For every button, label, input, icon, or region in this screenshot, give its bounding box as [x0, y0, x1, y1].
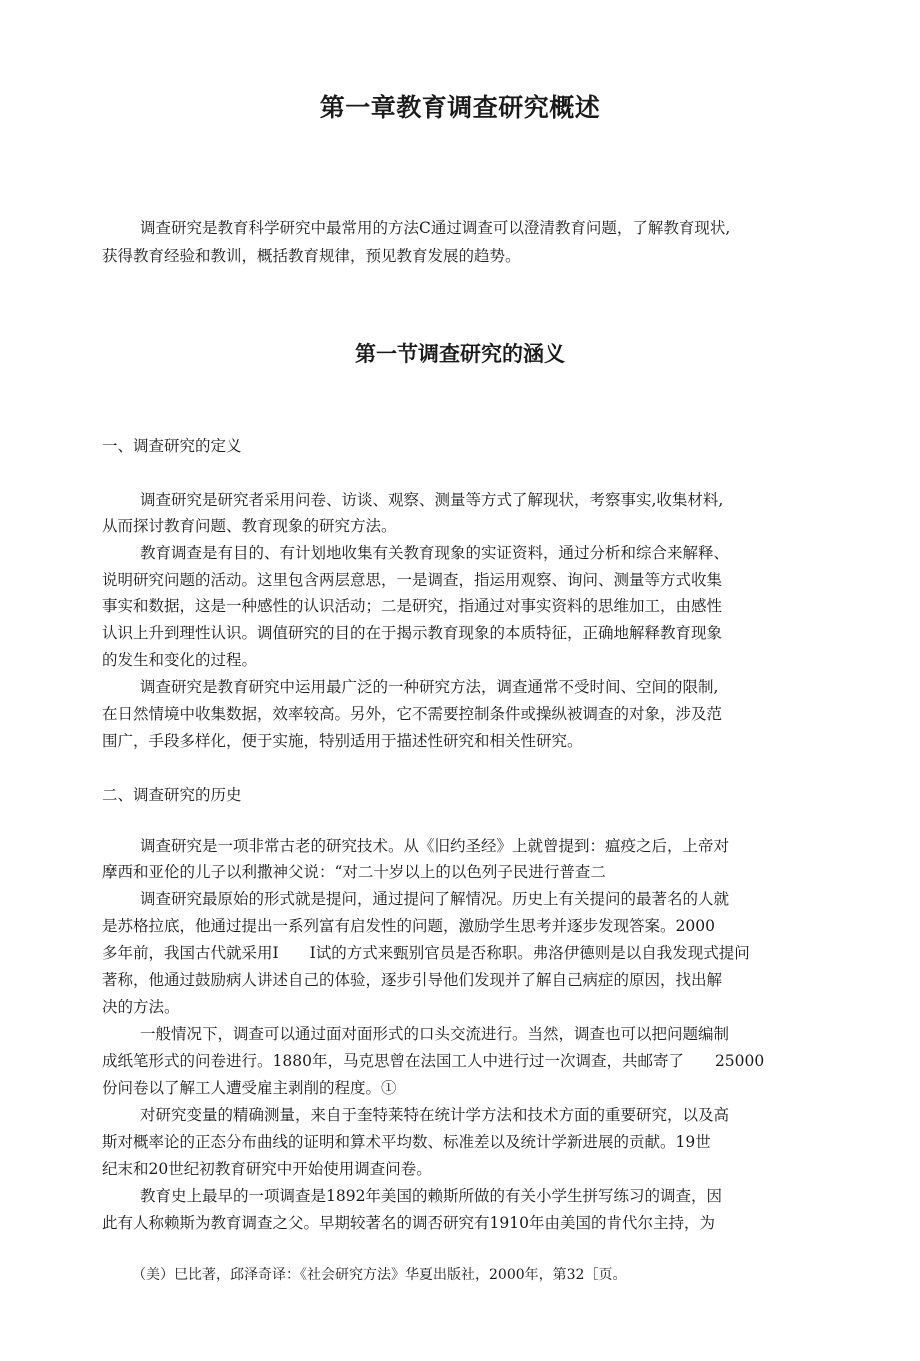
paragraph-line: 说明研究问题的活动。这里包含两层意思，一是调查，指运用观察、询问、测量等方式收集 [102, 571, 723, 589]
paragraph-line: 著称，他通过鼓励病人讲述自己的体验，逐步引导他们发现并了解自己病症的原因，找出解 [102, 971, 723, 989]
paragraph-line: 教育史上最早的一项调查是1892年美国的赖斯所做的有关小学生拼写练习的调查，因 [140, 1187, 722, 1205]
paragraph-line: 调查研究是教育研究中运用最广泛的一种研究方法，调查通常不受时间、空间的限制, [140, 678, 719, 696]
paragraph-line: 围广，手段多样化，便于实施，特别适用于描述性研究和相关性研究。 [102, 732, 583, 750]
intro-line: 调查研究是教育科学研究中最常用的方法C通过调查可以澄清教育问题，了解教育现状, [140, 219, 731, 237]
section-title: 第一节调查研究的涵义 [355, 342, 565, 366]
paragraph-line: 多年前，我国古代就采用I I试的方式来甄别官员是否称职。弗洛伊德则是以自我发现式提问 [102, 944, 750, 962]
paragraph-line: 从而探讨教育问题、教育现象的研究方法。 [102, 517, 397, 535]
paragraph-line: 决的方法。 [102, 998, 180, 1016]
part1-heading: 一、调查研究的定义 [102, 437, 242, 455]
paragraph-line: 在日然情境中收集数据，效率较高。另外，它不需要控制条件或操纵被调查的对象，涉及范 [102, 705, 723, 723]
paragraph-line: 摩西和亚伦的儿子以利撒神父说：“对二十岁以上的以色列子民进行普查二 [102, 863, 606, 881]
paragraph-line: 此有人称赖斯为教育调查之父。早期较著名的调否研究有1910年由美国的肯代尔主持，为 [102, 1214, 715, 1232]
paragraph-line: 调查研究是一项非常古老的研究技术。从《旧约圣经》上就曾提到：瘟疫之后，上帝对 [140, 837, 730, 855]
intro-line: 获得教育经验和教训，概括教育规律，预见教育发展的趋势。 [102, 247, 521, 265]
paragraph-line: 是苏格拉底，他通过提出一系列富有启发性的问题，激励学生思考并逐步发现答案。2000 [102, 917, 715, 935]
paragraph-line: 调查研究最原始的形式就是提问，通过提问了解情况。历史上有关提问的最著名的人就 [140, 890, 730, 908]
paragraph-line: 斯对概率论的正态分布曲线的证明和算术平均数、标准差以及统计学新进展的贡献。19世 [102, 1133, 711, 1151]
part2-heading: 二、调查研究的历史 [102, 786, 242, 804]
chapter-title: 第一章教育调查研究概述 [319, 93, 601, 122]
paragraph-line: 一般情况下，调查可以通过面对面形式的口头交流进行。当然，调查也可以把问题编制 [140, 1025, 730, 1043]
paragraph-line: 认识上升到理性认识。调值研究的目的在于揭示教育现象的本质特征，正确地解释教育现象 [102, 624, 723, 642]
paragraph-line: 对研究变量的精确测量，来自于奎特莱特在统计学方法和技术方面的重要研究，以及高 [140, 1106, 730, 1124]
paragraph-line: 调查研究是研究者采用问卷、访谈、观察、测量等方式了解现状，考察事实,收集材料, [140, 491, 724, 509]
paragraph-line: 成纸笔形式的问卷进行。1880年，马克思曾在法国工人中进行过一次调查，共邮寄了 25000 [102, 1052, 765, 1070]
paragraph-line: 的发生和变化的过程。 [102, 651, 258, 669]
paragraph-line: 教育调查是有目的、有计划地收集有关教育现象的实证资料，通过分析和综合来解释、 [140, 544, 730, 562]
paragraph-line: 事实和数据，这是一种感性的认识活动；二是研究，指通过对事实资料的思维加工，由感性 [102, 597, 723, 615]
paragraph-line: 份问卷以了解工人遭受雇主剥削的程度。① [102, 1079, 397, 1097]
footnote: （美）巳比著，邱泽奇译：《社会研究方法》华夏出版社，2000年，第32［页。 [132, 1267, 627, 1283]
paragraph-line: 纪末和20世纪初教育研究中开始使用调查问卷。 [102, 1160, 432, 1178]
